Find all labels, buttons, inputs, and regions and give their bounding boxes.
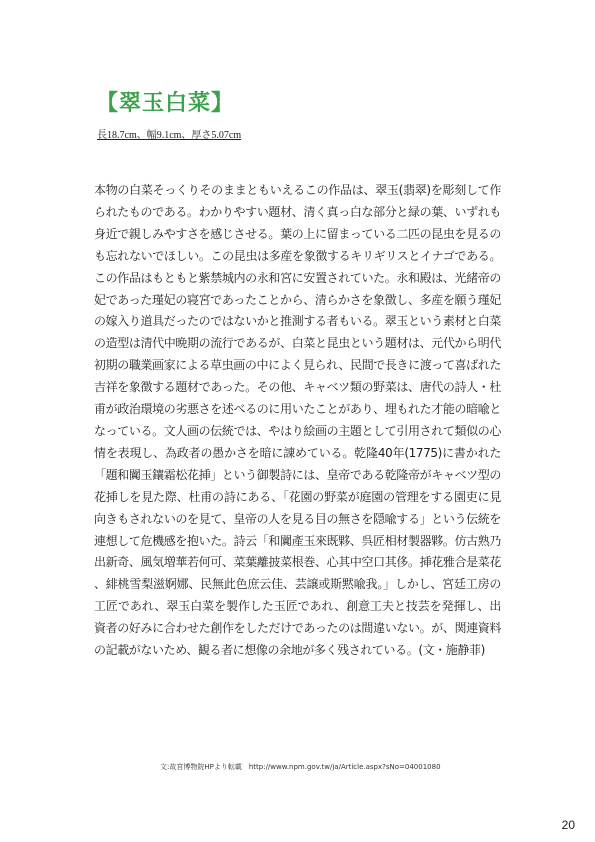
source-credit: 文:故宮博物院HPより転載 http://www.npm.gov.tw/ja/Article.aspx?sNo=04001080 [160, 763, 441, 771]
page-number: 20 [561, 818, 575, 832]
body-paragraph: 本物の白菜そっくりそのままともいえるこの作品は、翠玉(翡翠)を彫刻して作られたものである。わかりやすい題材、清く真っ白な部分と緑の葉、いずれも身近で親しみやすさを感じさせる。葉の上に留まっている二匹の昆虫を見るのも忘れないでほしい。この昆虫は多産を象徴するキリギリスとイナゴである。この作品はもともと紫禁城内の永和宮に安置されていた。永和殿は、光緒帝の妃であった瑾妃の寝宮であったことから、清らかさを象徴し、多産を願う瑾妃の嫁入り道具だったのではないかと推測する者もいる。翠玉という素材と白菜の造型は清代中晩期の流行であるが、白菜と昆虫という題材は、元代から明代初期の職業画家による草虫画の中によく見られ、民間で長きに渡って喜ばれた吉祥を象徴する題材であった。その他、キャベツ類の野菜は、唐代の詩人・杜甫が政治環境の劣悪さを述べるのに用いたことがあり、埋もれた才能の暗喩となっている。文人画の伝統では、やはり絵画の主題として引用されて類似の心情を表現し、為政者の愚かさを暗に諌めている。乾隆40年(1775)に書かれた「題和闐玉鑲霜松花挿」という御製詩には、皇帝である乾隆帝がキャベツ型の花挿しを見た際、杜甫の詩にある、「花園の野菜が庭園の管理をする園吏に見向きもされないのを見て、皇帝の人を見る目の無さを隠喩する」という伝統を連想して危機感を抱いた。詩云「和闐產玉來既夥、呉匠相材製器夥。仿古熟乃出新奇、風気増華若何可、菜葉離披菜根巻、心其中空口其侈。挿花雅合是菜花、緋桃雪梨滋婀娜、民無此色庶云佳、芸譲或斯黙喩我。」しかし、宮廷工房の工匠であれ、翠玉白菜を製作した玉匠であれ、創意工夫と技芸を発揮し、出資者の好みに合わせた創作をしただけであったのは間違いない。が、関連資料の記載がないため、観る者に想像の余地が多く残されている。(文・施静菲) [94, 183, 501, 658]
page-title: 【翠玉白菜】 [96, 91, 235, 116]
dimensions-caption: 長18.7cm、幅9.1cm、厚さ5.07cm [97, 130, 242, 141]
